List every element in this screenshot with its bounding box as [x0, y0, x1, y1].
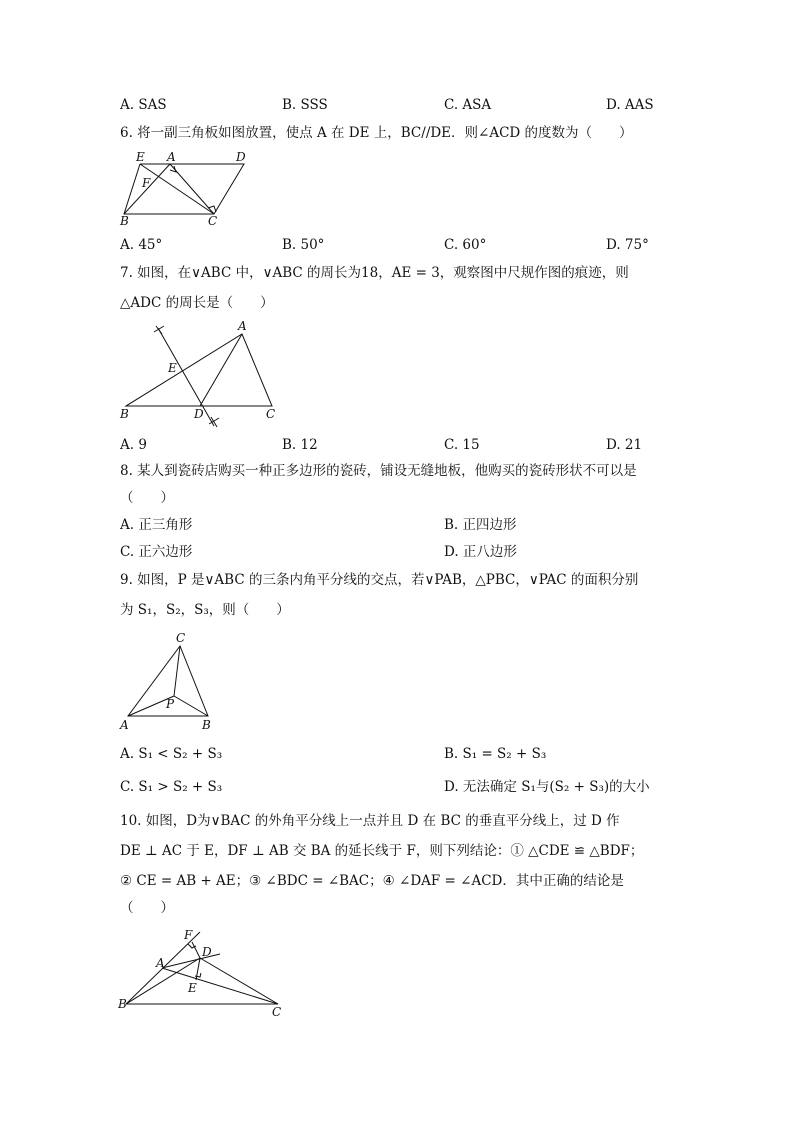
q6-label-f: F — [142, 176, 151, 190]
q5-option-d: D. AAS — [606, 97, 654, 113]
q9-label-b: B — [202, 718, 211, 732]
q7-option-a: A. 9 — [120, 437, 147, 453]
q9-option-c: C. S₁ > S₂ + S₃ — [120, 779, 223, 795]
q9-stem-line2: 为 S₁，S₂，S₃，则（ ） — [120, 602, 290, 618]
q6-label-e: E — [136, 150, 145, 164]
q6-stem: 6. 将一副三角板如图放置，使点 A 在 DE 上，BC//DE．则∠ACD 的度数为（ ） — [120, 125, 633, 141]
q7-label-b: B — [120, 407, 129, 421]
q7-option-c: C. 15 — [444, 437, 480, 453]
q8-option-c: C. 正六边形 — [120, 544, 193, 560]
q6-label-d: D — [236, 150, 246, 164]
q10-figure — [116, 924, 296, 1020]
q9-option-a: A. S₁ < S₂ + S₃ — [120, 746, 223, 762]
q8-stem-line2: （ ） — [120, 490, 174, 506]
q10-label-f: F — [184, 928, 193, 942]
q10-stem-line2: DE ⊥ AC 于 E，DF ⊥ AB 交 BA 的延长线于 F，则下列结论：① △CDE ≌ △BDF； — [120, 843, 644, 859]
q9-stem-line1: 9. 如图，P 是∨ABC 的三条内角平分线的交点，若∨PAB，△PBC，∨PAC 的面积分别 — [120, 572, 639, 588]
q10-stem-line4: （ ） — [120, 900, 174, 916]
q9-label-c: C — [176, 631, 186, 645]
q7-stem-line2: △ADC 的周长是（ ） — [120, 295, 274, 311]
q10-label-e: E — [188, 981, 197, 995]
q7-stem-line1: 7. 如图，在∨ABC 中，∨ABC 的周长为18，AE = 3，观察图中尺规作图的痕迹，则 — [120, 265, 629, 281]
q6-option-d: D. 75° — [606, 237, 649, 253]
q7-figure — [118, 320, 288, 432]
q8-option-b: B. 正四边形 — [444, 517, 517, 533]
q9-label-p: P — [166, 697, 175, 711]
q7-label-d: D — [194, 407, 204, 421]
q7-label-e: E — [168, 361, 177, 375]
q6-label-c: C — [208, 214, 218, 228]
q5-option-c: C. ASA — [444, 97, 492, 113]
q10-stem-line3: ② CE = AB + AE；③ ∠BDC = ∠BAC；④ ∠DAF = ∠ACD．其中正确的结论是 — [120, 873, 624, 889]
q10-stem-line1: 10. 如图，D为∨BAC 的外角平分线上一点并且 D 在 BC 的垂直平分线上，过 D 作 — [120, 813, 620, 829]
q9-figure — [118, 630, 228, 734]
q8-option-d: D. 正八边形 — [444, 544, 517, 560]
q8-stem-line1: 8. 某人到瓷砖店购买一种正多边形的瓷砖，铺设无缝地板，他购买的瓷砖形状不可以是 — [120, 463, 637, 479]
q10-label-b: B — [118, 997, 127, 1011]
q9-option-d: D. 无法确定 S₁与(S₂ + S₃)的大小 — [444, 779, 650, 795]
q6-option-b: B. 50° — [282, 237, 325, 253]
q6-option-a: A. 45° — [120, 237, 163, 253]
q8-option-a: A. 正三角形 — [120, 517, 193, 533]
q9-option-b: B. S₁ = S₂ + S₃ — [444, 746, 547, 762]
q5-option-a: A. SAS — [120, 97, 167, 113]
q7-label-a: A — [238, 319, 247, 333]
q6-label-b: B — [120, 214, 129, 228]
q7-option-d: D. 21 — [606, 437, 643, 453]
q10-label-c: C — [272, 1005, 282, 1019]
q6-option-c: C. 60° — [444, 237, 487, 253]
q5-option-b: B. SSS — [282, 97, 328, 113]
q10-label-d: D — [202, 945, 212, 959]
q10-label-a: A — [156, 956, 165, 970]
q7-option-b: B. 12 — [282, 437, 318, 453]
q9-label-a: A — [120, 718, 129, 732]
q7-label-c: C — [266, 407, 276, 421]
q6-label-a: A — [167, 150, 176, 164]
q6-figure — [118, 150, 258, 228]
